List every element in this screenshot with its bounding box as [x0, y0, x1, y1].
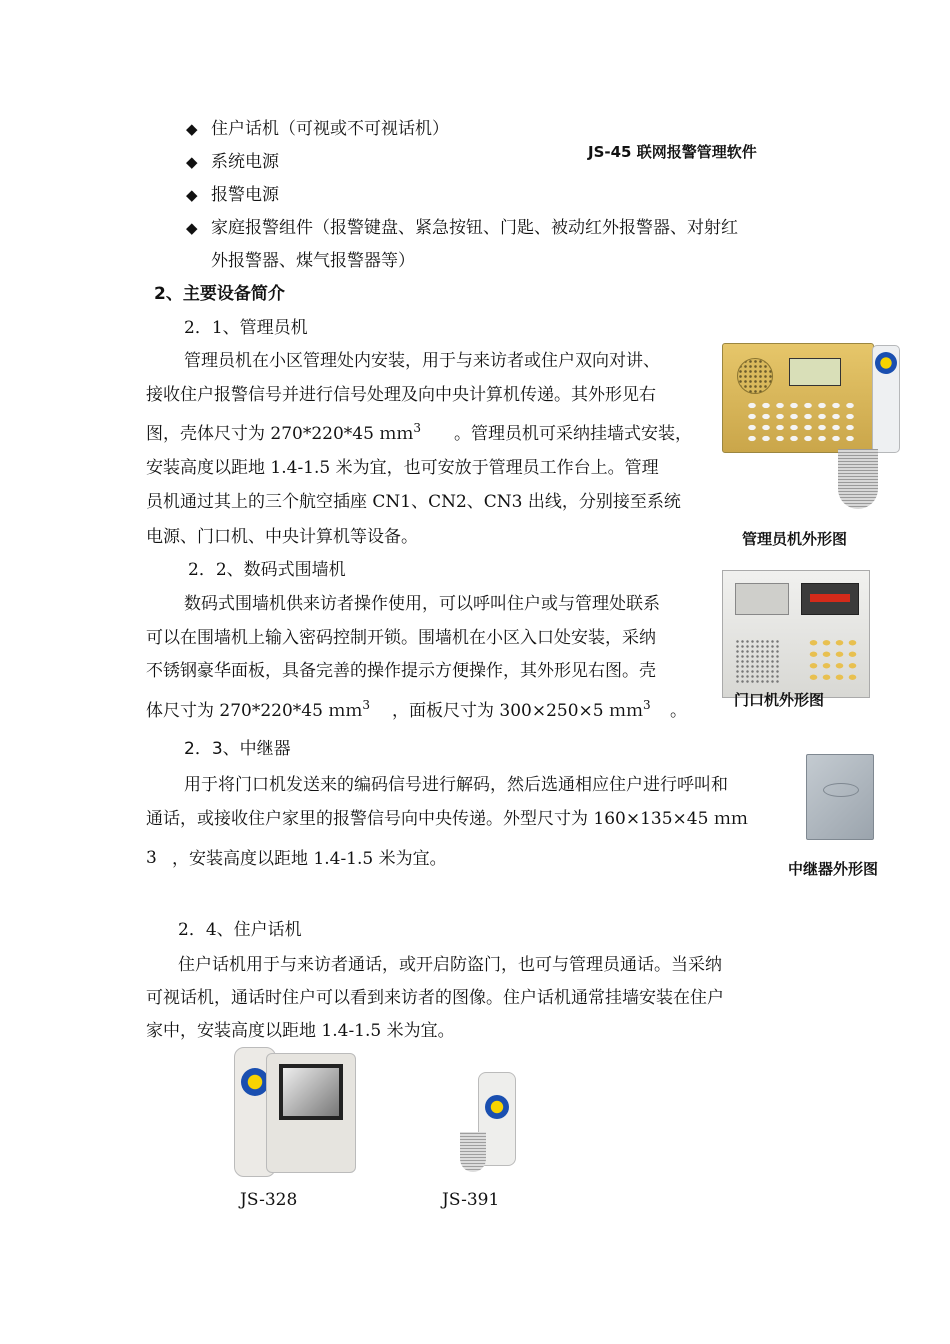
relay-unit-image	[806, 754, 874, 840]
phone-body	[266, 1053, 356, 1173]
paragraph-line: 。管理员机可采纳挂墙式安装，	[454, 424, 692, 444]
audio-phone-image	[460, 1072, 526, 1176]
keypad-icon	[807, 637, 859, 683]
figure-caption: 管理员机外形图	[742, 530, 848, 548]
paragraph-line: 体尺寸为 270*220*45 ｍｍ$^3$	[146, 698, 370, 721]
subsection-heading: 2．4、住户话机	[178, 920, 302, 940]
bullet-icon: ◆	[186, 186, 198, 204]
figure-caption: 门口机外形图	[734, 691, 825, 709]
subsection-heading: 2．3、中继器	[184, 739, 291, 759]
bullet-icon: ◆	[186, 153, 198, 171]
list-item: 家庭报警组件（报警键盘、紧急按钮、门匙、被动红外报警器、对射红	[211, 218, 738, 238]
paragraph-line: 员机通过其上的三个航空插座 CN1、CN2、CN3 出线，分别接至系统	[146, 492, 681, 512]
video-screen	[279, 1064, 343, 1120]
paragraph-line: 通话，或接收住户家里的报警信号向中央传递。外型尺寸为 160×135×45 ｍｍ	[146, 809, 748, 829]
subsection-heading: 2．1、管理员机	[184, 318, 308, 338]
paragraph-line: 安装高度以距地 1.4-1.5 米为宜，也可安放于管理员工作台上。管理	[146, 458, 659, 478]
list-item: 报警电源	[211, 185, 279, 205]
bullet-icon: ◆	[186, 219, 198, 237]
logo-badge-icon	[241, 1068, 269, 1096]
keypad-icon	[745, 400, 855, 444]
door-unit-image	[722, 570, 870, 698]
superscript: 3	[643, 698, 651, 712]
brand-logo-icon	[823, 783, 859, 797]
video-phone-image	[234, 1047, 354, 1175]
paragraph-line: 家中，安装高度以距地 1.4-1.5 米为宜。	[146, 1021, 455, 1041]
manager-unit-image	[722, 343, 900, 515]
list-item: 住户话机（可视或不可视话机）	[211, 119, 449, 139]
subsection-heading: 2．2、数码式围墙机	[188, 560, 346, 580]
list-item-continued: 外报警器、煤气报警器等）	[211, 251, 415, 271]
paragraph-line: 电源、门口机、中央计算机等设备。	[146, 527, 418, 547]
paragraph-line: 图，壳体尺寸为 270*220*45 ｍｍ$^3$	[146, 421, 421, 444]
software-label: JS-45 联网报警管理软件	[588, 143, 757, 161]
led-display	[801, 583, 859, 615]
handset-icon	[872, 345, 900, 453]
bullet-icon: ◆	[186, 120, 198, 138]
manager-unit-panel	[722, 343, 874, 453]
coiled-cord-icon	[460, 1132, 486, 1172]
paragraph-line: 用于将门口机发送来的编码信号进行解码，然后选通相应住户进行呼叫和	[184, 775, 728, 795]
paragraph-line: 不锈钢豪华面板，具备完善的操作提示方便操作，其外形见右图。壳	[146, 661, 656, 681]
superscript: 3	[146, 848, 157, 868]
paragraph-line: 接收住户报警信号并进行信号处理及向中央计算机传递。其外形见右	[146, 385, 656, 405]
camera-icon	[735, 583, 789, 615]
phone-model-label: JS-328	[240, 1190, 298, 1210]
logo-badge-icon	[875, 352, 897, 374]
section-heading: 2、主要设备简介	[154, 284, 285, 304]
superscript: 3	[413, 421, 421, 435]
paragraph-line: 可视话机，通话时住户可以看到来访者的图像。住户话机通常挂墙安装在住户	[146, 988, 724, 1008]
lcd-display	[789, 358, 841, 386]
paragraph-line: 数码式围墙机供来访者操作使用，可以呼叫住户或与管理处联系	[184, 594, 660, 614]
speaker-grille-icon	[735, 639, 779, 683]
paragraph-line: ，安装高度以距地 1.4-1.5 米为宜。	[172, 849, 447, 869]
superscript: 3	[362, 698, 370, 712]
speaker-icon	[737, 358, 773, 394]
paragraph-line: 可以在围墙机上输入密码控制开锁。围墙机在小区入口处安装，采纳	[146, 628, 656, 648]
list-item: 系统电源	[211, 152, 279, 172]
paragraph-line: 。	[670, 701, 687, 721]
paragraph-line: ，面板尺寸为 300×250×5 ｍｍ$^3$	[392, 698, 651, 721]
paragraph-line: 住户话机用于与来访者通话，或开启防盗门，也可与管理员通话。当采纳	[178, 955, 722, 975]
phone-model-label: JS-391	[442, 1190, 500, 1210]
paragraph-line: 管理员机在小区管理处内安装，用于与来访者或住户双向对讲、	[184, 351, 660, 371]
logo-badge-icon	[485, 1095, 509, 1119]
coiled-cord-icon	[838, 449, 878, 509]
figure-caption: 中继器外形图	[788, 860, 879, 878]
